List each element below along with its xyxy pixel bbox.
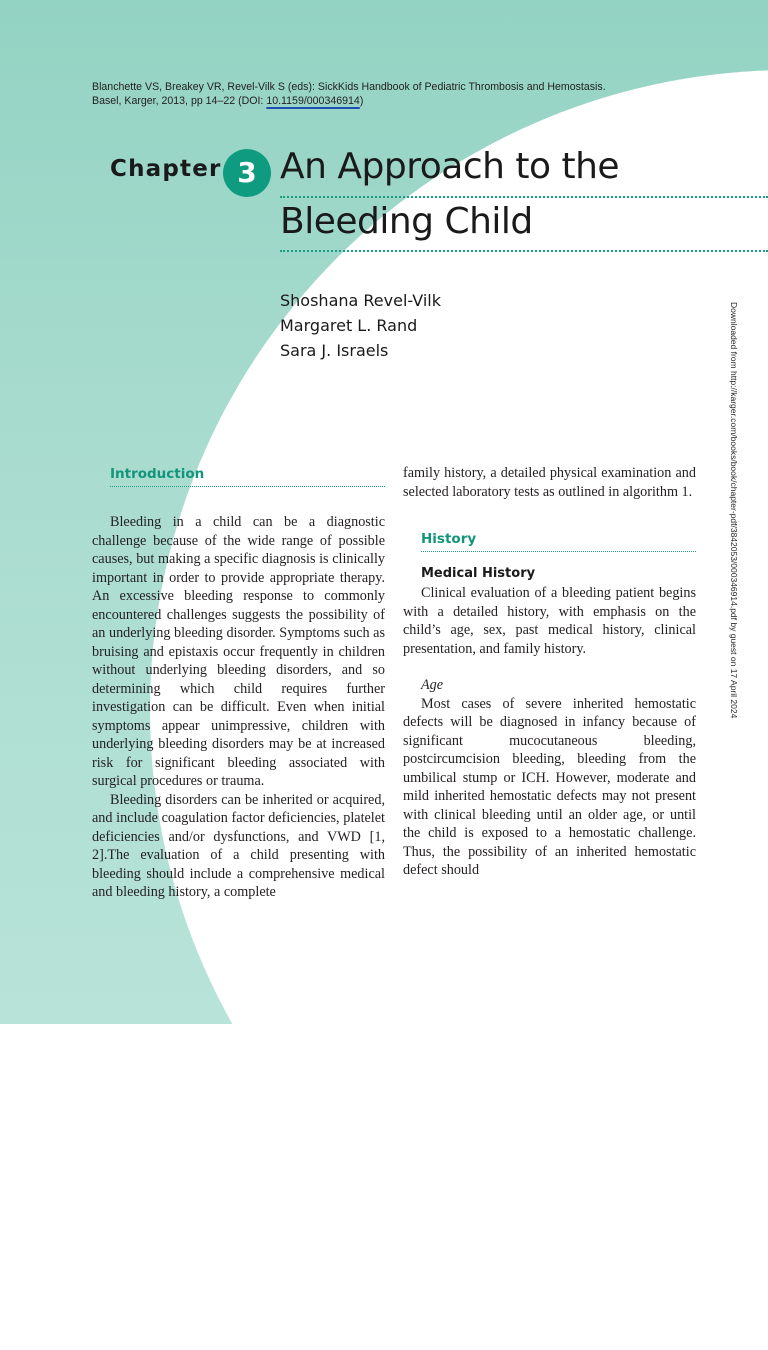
author-name: Margaret L. Rand <box>280 316 418 335</box>
citation-block <box>92 80 652 108</box>
right-text-column <box>403 464 696 880</box>
author-list <box>280 288 441 363</box>
chapter-title-line-1: An Approach to the <box>280 146 620 187</box>
paragraph-continued: family history, a detailed physical examination and selected laboratory tests as outlined in algorithm 1. <box>403 465 696 500</box>
citation-line-2 <box>92 94 652 108</box>
section-dotted-rule <box>110 486 385 487</box>
chapter-number-badge: 3 <box>223 149 271 197</box>
section-heading-history: History <box>421 531 477 547</box>
paragraph: Most cases of severe inherited hemostatic defects will be diagnosed in infancy because of significant mucocutaneous bleeding, postcircumcision bleeding, bleeding from the umbilical stump or ICH. However, moderate and mild inherited hemostatic defects may not present with clinical bleeding until an older age, or until the child is exposed to a hemostatic challenge. Thus, the possibility of an inherited hemostatic defect should <box>403 695 696 878</box>
title-dotted-rule-1 <box>280 196 768 198</box>
section-dotted-rule <box>421 551 696 552</box>
download-watermark-note: Downloaded from http://karger.com/books/book/chapter-pdf/3842053/000346914.pdf by guest on 17 April 2024 <box>729 302 739 719</box>
citation-line-2-suffix: ) <box>359 95 364 107</box>
title-dotted-rule-2 <box>280 250 768 252</box>
doi-link[interactable]: 10.1159/000346914 <box>266 95 360 107</box>
paragraph: Clinical evaluation of a bleeding patient begins with a detailed history, with emphasis on the child’s age, sex, past medical history, clinical presentation, and family history. <box>403 585 696 657</box>
chapter-title-line-2: Bleeding Child <box>280 201 533 242</box>
author-name: Sara J. Israels <box>280 341 389 360</box>
chapter-label: Chapter <box>110 156 222 182</box>
paragraph: Bleeding in a child can be a diagnostic challenge because of the wide range of possible causes, but making a specific diagnosis is clinically important in order to provide appropriate therapy. An excessive bleeding response to commonly encountered challenges suggests the possibility of an underlying bleeding disorder. Symptoms such as bruising and epistaxis occur frequently in children without underlying bleeding disorders, and so determining which child requires further investigation can be difficult. Even when initial symptoms appear unimpressive, children with underlying bleeding disorders may be at increased risk for significant bleeding associated with surgical procedures or trauma. <box>92 514 385 789</box>
section-heading-introduction: Introduction <box>110 466 205 482</box>
author-name: Shoshana Revel-Vilk <box>280 291 441 310</box>
subsubsection-heading-age: Age <box>421 677 444 693</box>
citation-line-2-prefix: Basel, Karger, 2013, pp 14–22 (DOI: <box>92 95 267 107</box>
subsection-heading-medical-history: Medical History <box>421 566 536 581</box>
left-text-column <box>92 464 385 902</box>
paragraph: Bleeding disorders can be inherited or acquired, and include coagulation factor deficiencies, platelet deficiencies and/or dysfunctions, and VWD [1, 2].The evaluation of a child presenting with bleeding should include a comprehensive medical and bleeding history, a complete <box>92 791 385 900</box>
citation-line-1: Blanchette VS, Breakey VR, Revel-Vilk S (eds): SickKids Handbook of Pediatric Thrombosis and Hemostasis. <box>92 81 606 93</box>
